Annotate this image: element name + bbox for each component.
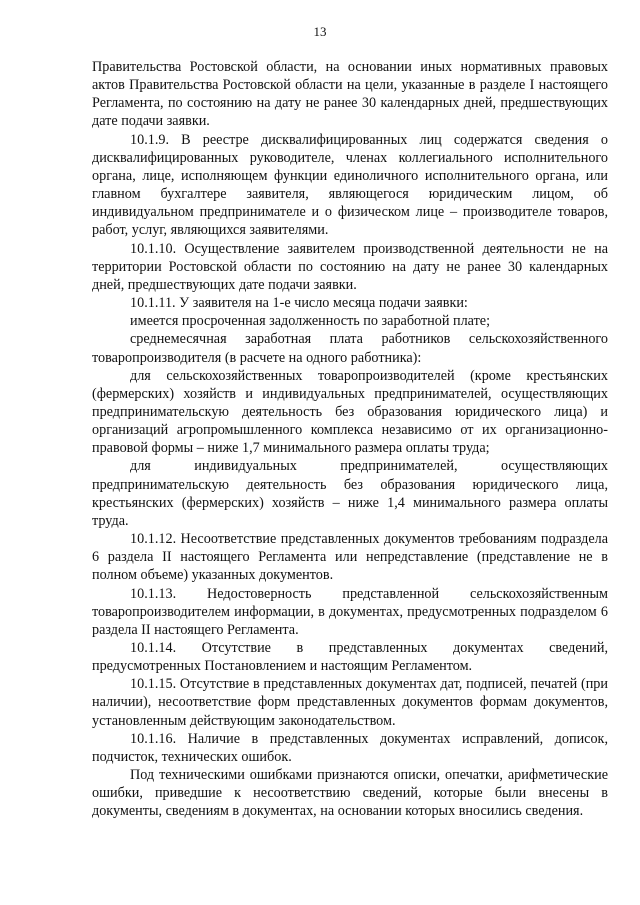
- paragraph-10-1-16: 10.1.16. Наличие в представленных документах исправлений, дописок, подчисток, технических ошибок.: [92, 730, 608, 765]
- paragraph-10-1-15: 10.1.15. Отсутствие в представленных документах дат, подписей, печатей (при наличии), несоответствие форм представленных документов формам документов, установленным действующим законодательством.: [92, 676, 608, 729]
- paragraph-10-1-11: 10.1.11. У заявителя на 1-е число месяца подачи заявки:: [130, 295, 468, 312]
- paragraph-10-1-9: 10.1.9. В реестре дисквалифицированных лиц содержатся сведения о дисквалифицированных руководителе, членах коллегиального исполнительного органа, лице, исполняющем функции единоличного исполнительного органа, или главном бухгалтере заявителя, являющегося юридическим лицом, об индивидуальном предпринимателе и о физическом лице – производителе товаров, работ, услуг, являющихся заявителями.: [92, 131, 608, 239]
- paragraph-10-1-10: 10.1.10. Осуществление заявителем производственной деятельности не на территории Ростовской области по состоянию на дату не ранее 30 календарных дней, предшествующих дате подачи заявки.: [92, 240, 608, 293]
- paragraph-technical-errors: Под техническими ошибками признаются описки, опечатки, арифметические ошибки, приведшие к несоответствию сведений, которые были внесены в документы, сведениям в документах, на основании которых вносились сведения.: [92, 767, 608, 820]
- paragraph-average-monthly-wage: среднемесячная заработная плата работников сельскохозяйственного товаропроизводителя (в расчете на одного работника):: [92, 331, 608, 366]
- paragraph-10-1-12: 10.1.12. Несоответствие представленных документов требованиям подраздела 6 раздела II настоящего Регламента или непредставление (представление не в полном объеме) указанных документов.: [92, 531, 608, 584]
- document-body: [92, 58, 608, 821]
- page-number: 13: [313, 24, 327, 39]
- paragraph-continuation: Правительства Ростовской области, на основании иных нормативных правовых актов Правительства Ростовской области на цели, указанные в разделе I настоящего Регламента, по состоянию на дату не ранее 30 календарных дней, предшествующих дате подачи заявки.: [92, 59, 608, 130]
- paragraph-entrepreneurs-wage: для индивидуальных предпринимателей, осуществляющих предпринимательскую деятельность без образования юридического лица, крестьянских (фермерских) хозяйств – ниже 1,4 минимального размера оплаты труда.: [92, 458, 608, 529]
- paragraph-overdue-wage-debt: имеется просроченная задолженность по заработной плате;: [130, 313, 491, 330]
- paragraph-10-1-14: 10.1.14. Отсутствие в представленных документах сведений, предусмотренных Постановлением и настоящим Регламентом.: [92, 640, 608, 675]
- paragraph-10-1-13: 10.1.13. Недостоверность представленной сельскохозяйственным товаропроизводителем информации, в документах, предусмотренных подразделом 6 раздела II настоящего Регламента.: [92, 585, 608, 638]
- paragraph-agri-producers-wage: для сельскохозяйственных товаропроизводителей (кроме крестьянских (фермерских) хозяйств и индивидуальных предпринимателей, осуществляющих предпринимательскую деятельность без образования юридического лица) и организаций агропромышленного комплекса независимо от их организационно-правовой формы – ниже 1,7 минимального размера оплаты труда;: [92, 367, 608, 457]
